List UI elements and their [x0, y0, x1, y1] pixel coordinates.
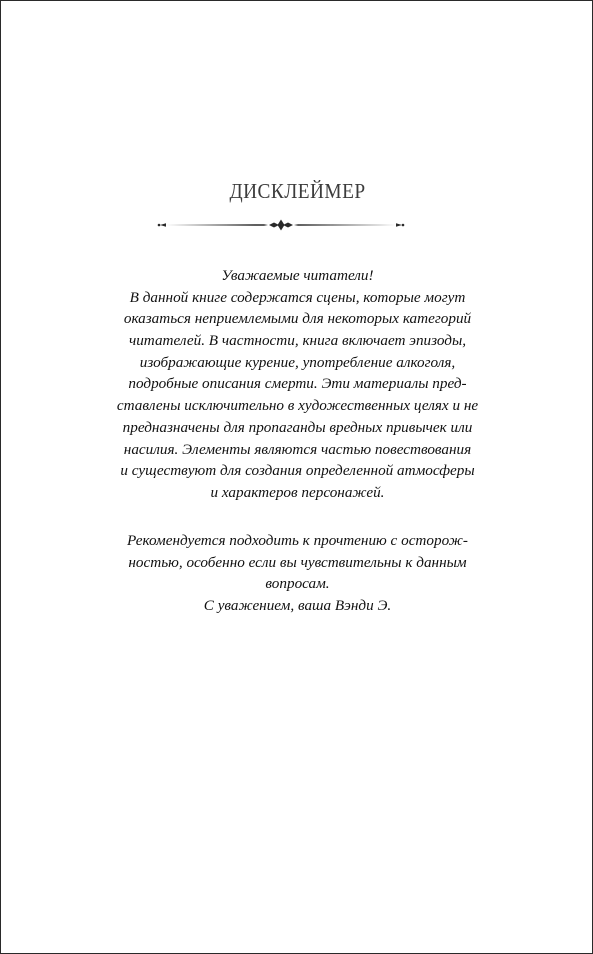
text-line: вопросам.: [265, 575, 330, 593]
text-line: изображающие курение, употребление алкоголя,: [139, 353, 456, 371]
text-line: ностью, особенно если вы чувствительны к данным: [128, 553, 467, 571]
text-line: Рекомендуется подходить к прочтению с осторож-: [127, 532, 468, 549]
recommendation-paragraph: [41, 530, 554, 617]
greeting-line: Уважаемые читатели!: [221, 267, 374, 284]
text-line: насилия. Элементы являются частью повествования: [123, 440, 472, 458]
text-line: читателей. В частности, книга включает эпизоды,: [128, 332, 467, 350]
disclaimer-paragraph: [41, 265, 554, 504]
page-title: ДИСКЛЕЙМЕР: [229, 179, 366, 203]
text-line: и существуют для создания определенной атмосферы: [120, 462, 475, 480]
text-line: предназначены для пропаганды вредных привычек или: [122, 418, 473, 436]
text-line: подробные описания смерти. Эти материалы пред-: [128, 375, 467, 393]
text-line: оказаться неприемлемыми для некоторых категорий: [123, 310, 472, 328]
text-line: В данной книге содержатся сцены, которые могут: [129, 288, 466, 306]
signature-line: С уважением, ваша Вэнди Э.: [203, 597, 392, 615]
text-line: ставлены исключительно в художественных целях и не: [116, 397, 479, 415]
decorative-divider-icon: [156, 218, 406, 232]
text-line: и характеров персонажей.: [210, 483, 385, 501]
